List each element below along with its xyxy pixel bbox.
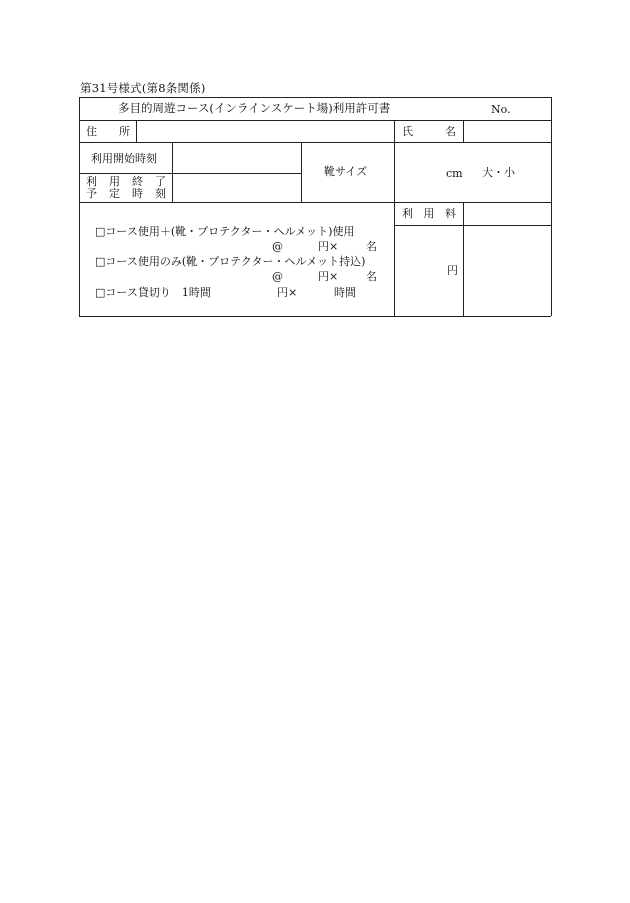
table-border-right [551, 97, 552, 316]
cm-unit: cm [446, 167, 463, 180]
option-1-yen-times: 円× [318, 240, 339, 253]
rule-address-bottom [79, 142, 551, 143]
table-border-left [79, 97, 80, 316]
checkbox-icon[interactable]: □ [95, 255, 106, 268]
rule-time-value-divider [301, 142, 302, 202]
table-border-bottom [79, 316, 551, 317]
size-options: 大・小 [482, 166, 515, 179]
form-title: 多目的周遊コース(インラインスケート場)利用許可書 [118, 101, 391, 115]
end-time-label-line2: 予 定 時 刻 [86, 187, 166, 200]
name-label: 氏 名 [402, 125, 456, 138]
option-2-count-unit: 名 [366, 270, 377, 283]
end-time-label-line1: 利 用 終 了 [86, 175, 166, 188]
address-label: 住 所 [86, 125, 130, 138]
option-1-at: @ [272, 240, 283, 253]
option-2-text: コース使用のみ(靴・プロテクター・ヘルメット持込) [105, 255, 366, 268]
checkbox-icon[interactable]: □ [95, 286, 106, 299]
rule-right-block-divider [394, 120, 395, 316]
form-number: 第31号様式(第8条関係) [80, 81, 206, 95]
rule-title-bottom [79, 120, 551, 121]
option-3-text: コース貸切り 1時間 [105, 286, 211, 299]
shoe-size-label: 靴サイズ [324, 165, 368, 178]
option-1 [95, 226, 354, 237]
rule-address-divider [136, 120, 137, 142]
checkbox-icon[interactable]: □ [95, 225, 106, 238]
table-border-top [79, 97, 551, 98]
fee-label: 利 用 料 [402, 207, 456, 220]
option-3-yen-times: 円× [277, 286, 298, 299]
number-label: No. [491, 103, 511, 116]
option-1-count-unit: 名 [366, 240, 377, 253]
option-2-yen-times: 円× [318, 270, 339, 283]
rule-fee-divider [463, 202, 464, 316]
rule-start-time-bottom [79, 173, 301, 174]
option-2 [95, 256, 365, 267]
rule-fee-label-bottom [394, 225, 551, 226]
yen-unit: 円 [447, 264, 458, 277]
start-time-label: 利用開始時刻 [91, 152, 157, 165]
option-1-text: コース使用＋(靴・プロテクター・ヘルメット)使用 [105, 225, 355, 238]
option-3-hours-unit: 時間 [334, 286, 356, 299]
rule-time-label-divider [172, 142, 173, 202]
rule-time-bottom [79, 202, 551, 203]
option-2-at: @ [272, 270, 283, 283]
rule-name-divider [463, 120, 464, 142]
option-3 [95, 287, 211, 298]
